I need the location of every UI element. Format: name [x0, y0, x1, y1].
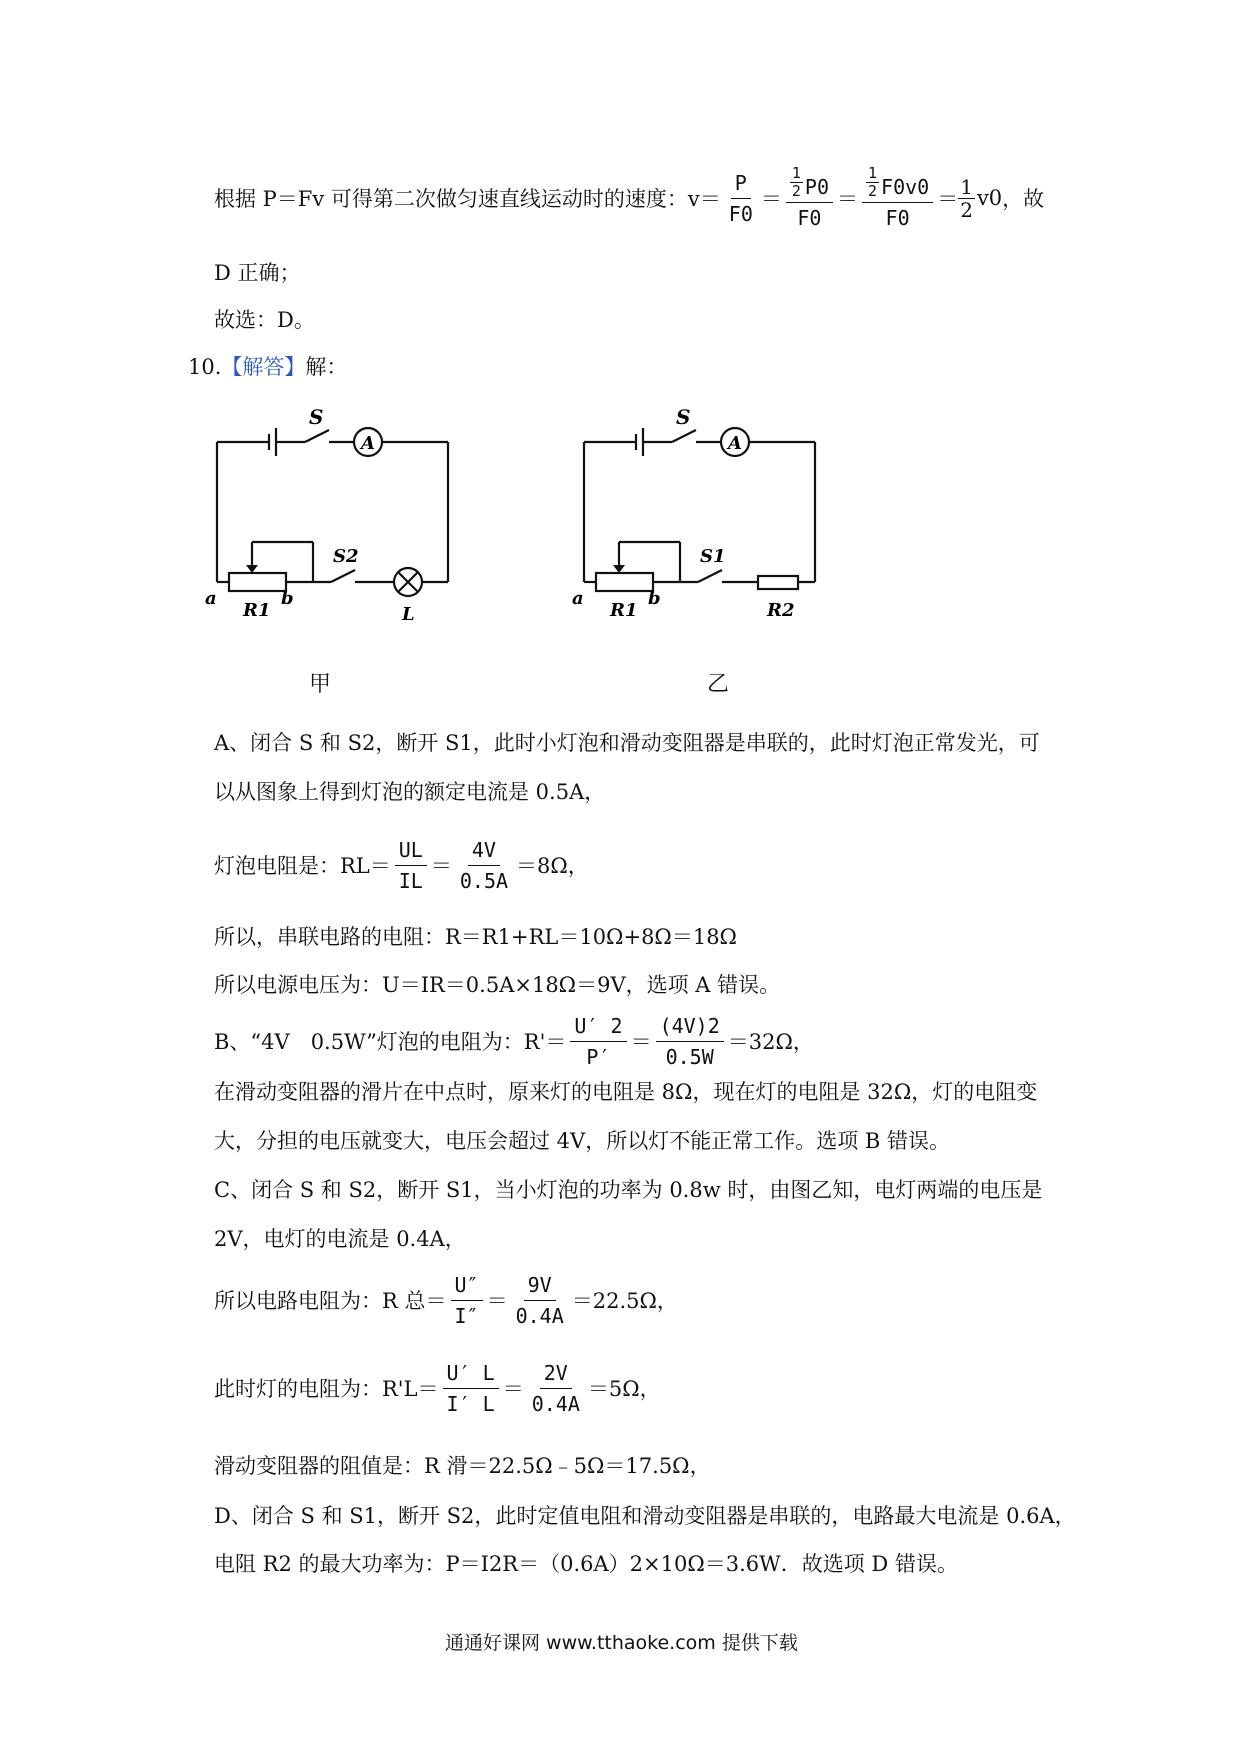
- label-slider-a: a: [205, 588, 217, 609]
- fraction-ul-prime-over-il-prime: $\frac{U' L}{I' L}$: [443, 1361, 499, 1416]
- answer-tag: 【解答】: [221, 355, 306, 379]
- label-lamp-l: L: [402, 604, 415, 625]
- speed-formula-prefix: 根据 P＝Fv 可得第二次做匀速直线运动时的速度：v＝: [214, 187, 721, 211]
- part-a-rl-formula: 灯泡电阻是：RL＝ $\frac{UL}{IL}$ ＝ $\frac{4V}{0.5A}$ ＝8Ω，: [214, 837, 589, 893]
- line-choose-d: 故选：D。: [214, 308, 315, 332]
- part-a-voltage: 所以电源电压为：U＝IR＝0.5A×18Ω＝9V，选项 A 错误。: [214, 973, 781, 997]
- line-d-correct: D 正确；: [214, 261, 301, 285]
- label-switch-s: S: [676, 405, 691, 429]
- label-slider-b: b: [281, 588, 294, 609]
- label-ammeter: A: [728, 433, 742, 454]
- part-a-line2: 以从图象上得到灯泡的额定电流是 0.5A，: [214, 780, 606, 804]
- fraction-ul-over-il: $\frac{UL}{IL}$: [395, 838, 427, 893]
- fraction-half-f0v0-over-f0: 1 2 F0v0 F0: [862, 166, 933, 230]
- part-c-line1: C、闭合 S 和 S2，断开 S1，当小灯泡的功率为 0.8w 时，由图乙知，电灯两端的电压是: [214, 1178, 1043, 1202]
- fraction-u2-over-p: $\frac{U' 2}{P'}$: [570, 1014, 626, 1069]
- fraction-9v-over-04a: $\frac{9V}{0.4A}$: [515, 1272, 564, 1328]
- label-rheostat-r1: R1: [243, 600, 271, 621]
- label-switch-s: S: [309, 405, 324, 429]
- part-c-total-resistance: 所以电路电阻为：R 总＝ $\frac{U''}{I''}$ ＝ $\frac{9V}{0.4A}$ ＝22.5Ω，: [214, 1272, 678, 1328]
- fraction-4v2-over-05w: $\frac{(4V)2}{0.5W}$: [656, 1014, 724, 1069]
- part-b-line2: 在滑动变阻器的滑片在中点时，原来灯的电阻是 8Ω，现在灯的电阻是 32Ω，灯的电阻变: [214, 1080, 1038, 1104]
- question-10-heading: 10.【解答】解：: [188, 355, 348, 379]
- label-ammeter: A: [361, 433, 375, 454]
- fraction-2v-over-04a: $\frac{2V}{0.4A}$: [531, 1360, 580, 1416]
- circuit-diagram-yi: [572, 400, 842, 635]
- label-switch-s1: S1: [700, 546, 726, 567]
- label-resistor-r2: R2: [767, 600, 795, 621]
- fraction-4v-over-05a: $\frac{4V}{0.5A}$: [459, 837, 509, 893]
- caption-yi: 乙: [707, 672, 730, 697]
- fraction-half: 1 2: [960, 174, 973, 222]
- part-d-line2: 电阻 R2 的最大功率为：P＝I2R＝（0.6A）2×10Ω＝3.6W．故选项 D 错误。: [214, 1552, 958, 1576]
- part-b-line3: 大，分担的电压就变大，电压会超过 4V，所以灯不能正常工作。选项 B 错误。: [214, 1129, 950, 1153]
- circuit-diagram-jia: [205, 400, 475, 635]
- page-footer: 通通好课网 www.tthaoke.com 提供下载: [445, 1632, 798, 1654]
- speed-formula-line: 根据 P＝Fv 可得第二次做匀速直线运动时的速度：v＝ $\frac{P}{F0}$ ＝ 1 2 P0 F0 ＝ 1 2 F0v0 F0 ＝ 1 2 v0 ，故: [214, 164, 1045, 230]
- part-a-series: 所以，串联电路的电阻：R＝R1+RL＝10Ω+8Ω＝18Ω: [214, 925, 737, 949]
- part-d-line1: D、闭合 S 和 S1，断开 S2，此时定值电阻和滑动变阻器是串联的，电路最大电流是 0.6A，: [214, 1504, 1076, 1528]
- fraction-u-over-i: $\frac{U''}{I''}$: [451, 1273, 483, 1328]
- part-a-line1: A、闭合 S 和 S2，断开 S1，此时小灯泡和滑动变阻器是串联的，此时灯泡正常发光，可: [214, 731, 1040, 755]
- label-slider-a: a: [572, 588, 584, 609]
- fraction-half-p0-over-f0: 1 2 P0 F0: [786, 166, 833, 230]
- part-c-line2: 2V，电灯的电流是 0.4A，: [214, 1227, 466, 1251]
- fraction-p-over-f0: $\frac{P}{F0}$: [728, 170, 753, 226]
- part-c-slide-resistance: 滑动变阻器的阻值是：R 滑＝22.5Ω﹣5Ω＝17.5Ω，: [214, 1454, 711, 1478]
- caption-jia: 甲: [309, 672, 332, 697]
- part-b-formula: B、“4V 0.5W”灯泡的电阻为：R'＝ $\frac{U' 2}{P'}$ ＝ $\frac{(4V)2}{0.5W}$ ＝32Ω，: [214, 1013, 814, 1069]
- label-switch-s2: S2: [333, 546, 359, 567]
- label-rheostat-r1: R1: [610, 600, 638, 621]
- part-c-lamp-resistance: 此时灯的电阻为：R'L＝ $\frac{U' L}{I' L}$ ＝ $\frac{2V}{0.4A}$ ＝5Ω，: [214, 1360, 661, 1416]
- label-slider-b: b: [648, 588, 661, 609]
